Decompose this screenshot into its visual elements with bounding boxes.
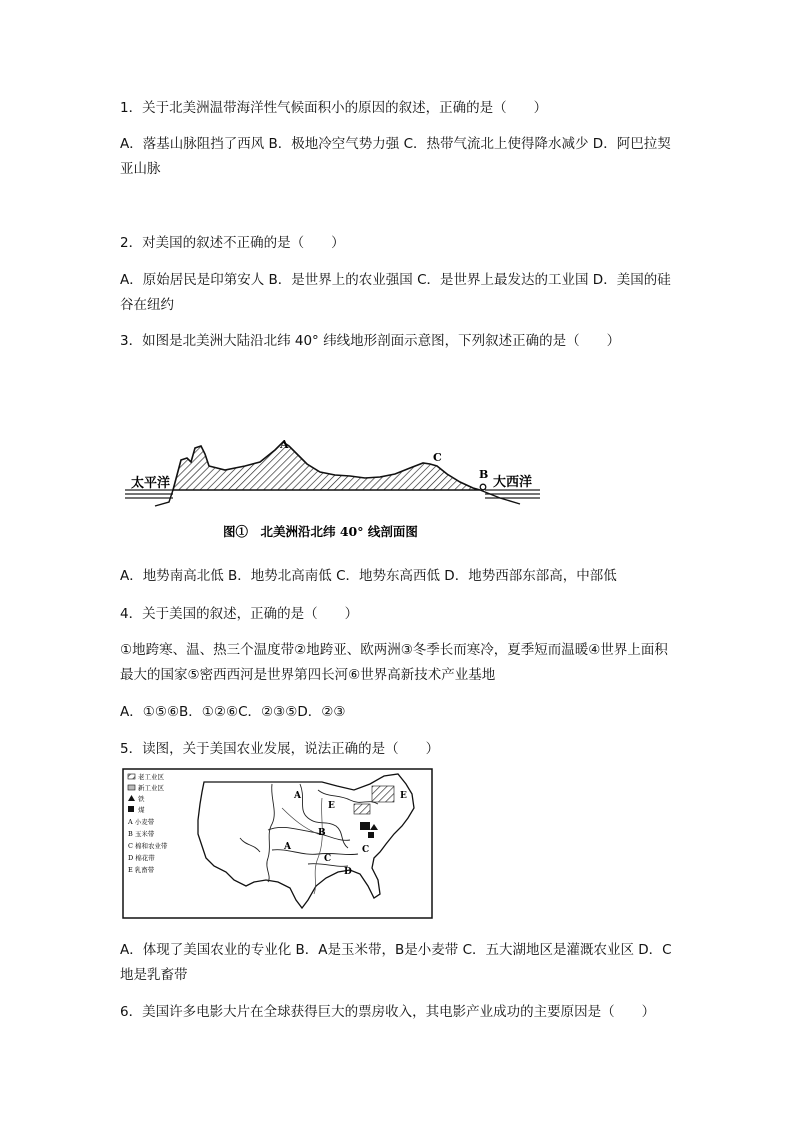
- profile-caption: 图① 北美洲沿北纬 40° 线剖面图: [223, 524, 418, 539]
- point-c-label: C: [433, 451, 442, 464]
- old-industry-area: [372, 786, 394, 802]
- question-1-options: A．落基山脉阻挡了西风 B．极地冷空气势力强 C．热带气流北上使得降水减少 D．阿巴拉契亚山脉: [120, 136, 671, 177]
- region-d: D: [344, 867, 352, 877]
- legend-new-industry: 新工业区: [138, 784, 164, 792]
- terrain-profile: [173, 442, 480, 490]
- question-3-options: A．地势南高北低 B．地势北高南低 C．地势东高西低 D．地势西部东部高，中部低: [120, 568, 617, 584]
- region-c-east: C: [362, 845, 370, 855]
- atlantic-water-lines: [485, 490, 540, 498]
- question-4-stem: 4．关于美国的叙述，正确的是（ ）: [120, 606, 359, 622]
- question-6-stem: 6．美国许多电影大片在全球获得巨大的票房收入，其电影产业成功的主要原因是（ ）: [120, 1004, 656, 1020]
- old-industry-area-2: [354, 804, 370, 814]
- region-a-south: A: [284, 842, 291, 852]
- point-a-label: A: [280, 438, 289, 451]
- legend-old-industry: 老工业区: [138, 773, 164, 781]
- question-1-stem: 1．关于北美洲温带海洋性气候面积小的原因的叙述，正确的是（ ）: [120, 100, 548, 116]
- legend-b: B 玉米带: [128, 830, 155, 838]
- atlantic-label: 大西洋: [493, 475, 533, 490]
- question-4-statements: ①地跨寒、温、热三个温度带②地跨亚、欧两洲③冬季长而寒冷，夏季短而温暖④世界上面积最大的国家⑤密西西河是世界第四长河⑥世界高新技术产业基地: [120, 642, 668, 683]
- region-e-east: E: [400, 791, 407, 801]
- question-2-stem: 2．对美国的叙述不正确的是（ ）: [120, 235, 345, 251]
- region-a-north: A: [294, 791, 301, 801]
- question-2-options: A．原始居民是印第安人 B．是世界上的农业强国 C．是世界上最发达的工业国 D．美国的硅谷在纽约: [120, 272, 671, 313]
- legend-c: C 棉和农业带: [128, 842, 168, 850]
- region-c: C: [324, 854, 332, 864]
- point-b-label: B: [479, 468, 489, 481]
- question-5-options: A．体现了美国农业的专业化 B．A是玉米带，B是小麦带 C．五大湖地区是灌溉农业区 D．C地是乳畜带: [120, 942, 672, 983]
- us-agriculture-map: [122, 768, 434, 920]
- coal-marker-2: [368, 832, 374, 838]
- pacific-label: 太平洋: [131, 476, 171, 491]
- question-5-stem: 5．读图，关于美国农业发展，说法正确的是（ ）: [120, 741, 440, 757]
- legend-d: D 棉花带: [128, 854, 155, 862]
- atlantic-shelf: [480, 490, 520, 504]
- question-4-options: A．①⑤⑥B．①②⑥C．②③⑤D．②③: [120, 704, 346, 720]
- region-b: B: [318, 828, 326, 838]
- legend-coal: 煤: [138, 806, 145, 814]
- region-e: E: [328, 801, 335, 811]
- legend-e: E 乳畜带: [128, 866, 155, 874]
- profile-figure: [125, 430, 545, 545]
- point-b-marker: [480, 484, 486, 490]
- legend-a: A 小麦带: [128, 818, 155, 826]
- question-3-stem: 3．如图是北美洲大陆沿北纬 40° 纬线地形剖面示意图，下列叙述正确的是（ ）: [120, 333, 621, 349]
- legend-iron: 铁: [138, 795, 145, 803]
- pacific-water-lines: [125, 490, 173, 498]
- coal-marker: [360, 822, 370, 830]
